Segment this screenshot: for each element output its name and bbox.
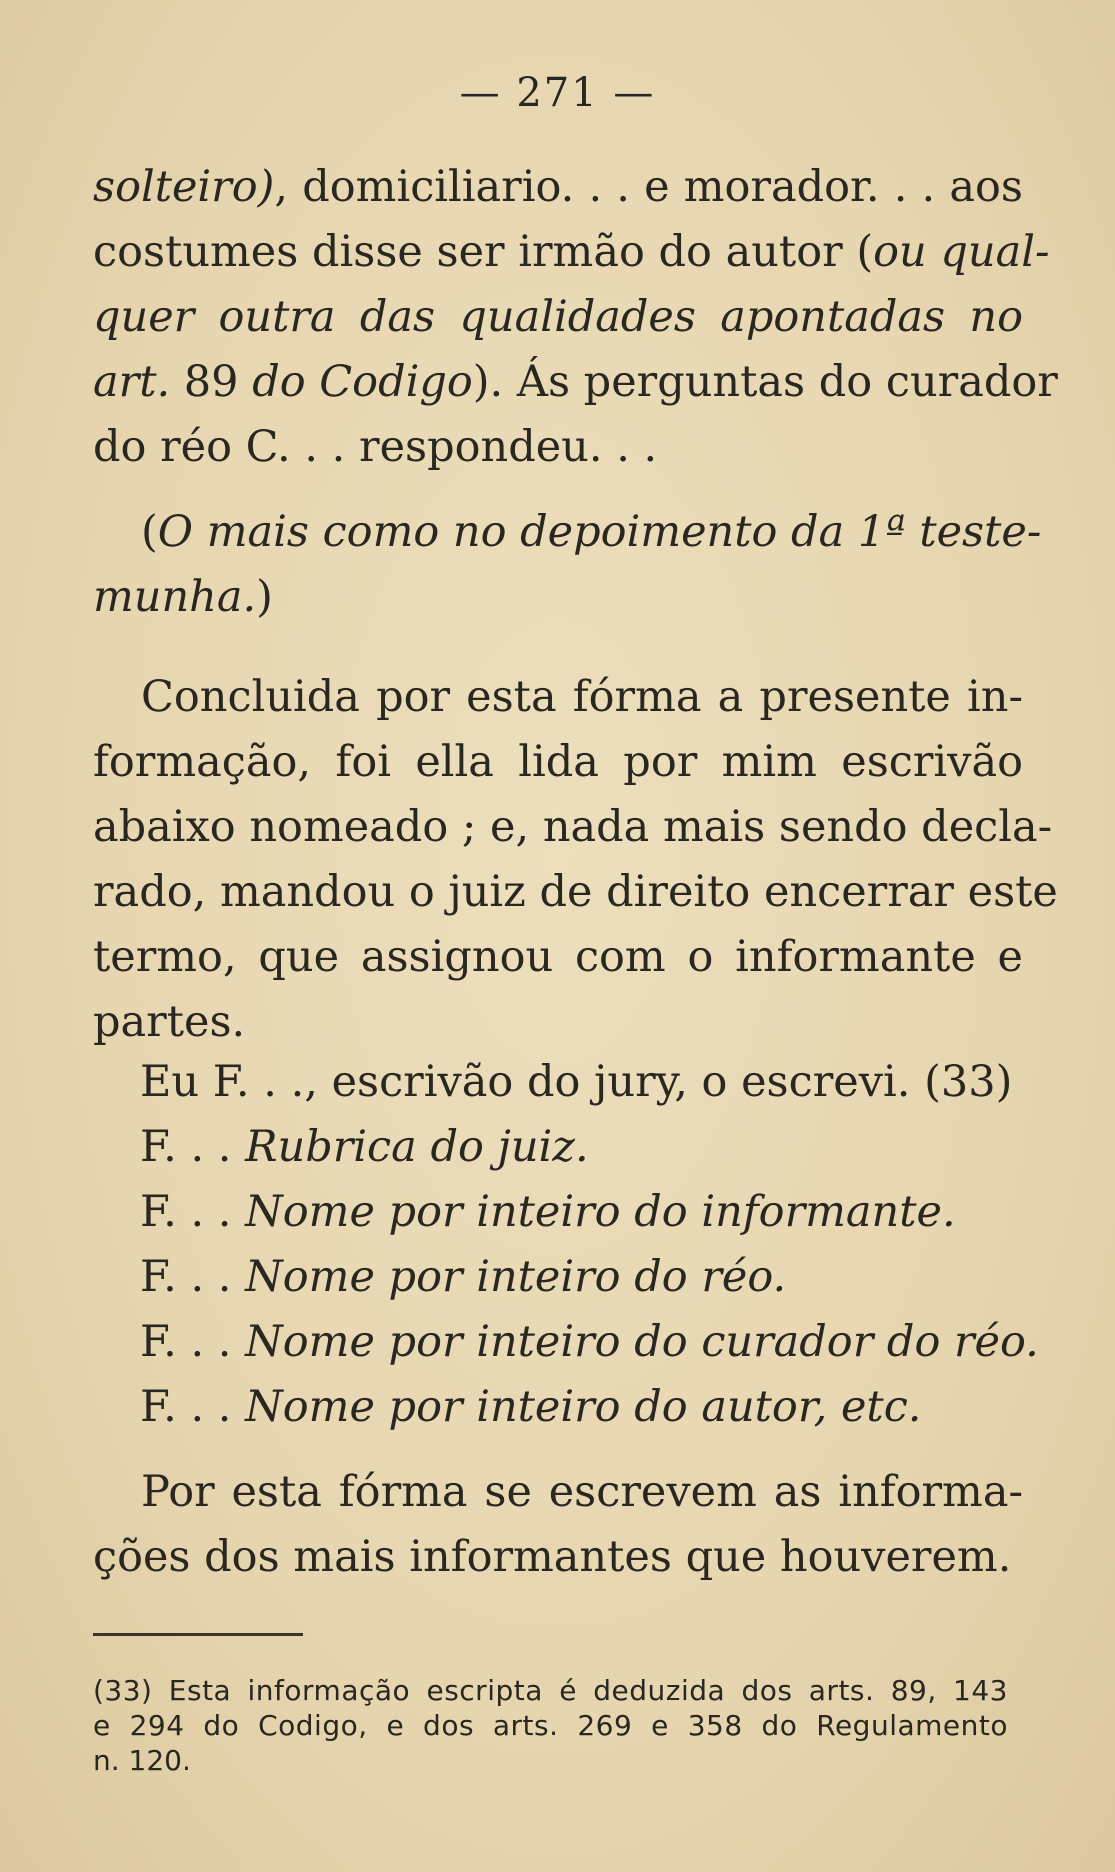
text-line: rado, mandou o juiz de direito encerrar este bbox=[93, 867, 1058, 917]
footnote-line: e 294 do Codigo, e dos arts. 269 e 358 do Regulamento bbox=[93, 1709, 1008, 1742]
footnote-divider bbox=[93, 1633, 303, 1636]
text-span: F. . . bbox=[140, 1252, 246, 1302]
italic-text: munha. bbox=[93, 572, 257, 622]
text-span: ( bbox=[141, 507, 158, 557]
page-number: — 271 — bbox=[459, 70, 656, 116]
text-line bbox=[93, 155, 1023, 220]
text-span: ). Ás perguntas do curador bbox=[472, 357, 1058, 407]
paragraph-closing bbox=[93, 1460, 1023, 1590]
signature-line bbox=[140, 1375, 1020, 1440]
text-line: do réo C. . . respondeu. . . bbox=[93, 422, 658, 472]
footnote-line: (33) Esta informação escripta é deduzida dos arts. 89, 143 bbox=[93, 1674, 1008, 1707]
signature-line bbox=[140, 1310, 1039, 1375]
text-line: quer outra das qualidades apontadas no bbox=[93, 292, 1023, 342]
signature-line bbox=[140, 1115, 1020, 1180]
italic-text: art. bbox=[93, 357, 171, 407]
text-span: ) bbox=[256, 572, 273, 622]
italic-text: O mais como no depoimento da 1ª teste- bbox=[157, 507, 1042, 557]
text-line: ções dos mais informantes que houverem. bbox=[93, 1532, 1012, 1582]
paragraph-witness-statement bbox=[93, 155, 1058, 480]
text-span: costumes disse ser irmão do autor ( bbox=[93, 227, 874, 277]
signature-line bbox=[140, 1180, 1020, 1245]
text-line: abaixo nomeado ; e, nada mais sendo decla- bbox=[93, 802, 1053, 852]
signature-line bbox=[140, 1245, 1020, 1310]
text-span: , domiciliario. . . e morador. . . aos bbox=[274, 162, 1023, 212]
text-line bbox=[93, 350, 1058, 415]
signature-block bbox=[140, 1050, 1039, 1440]
text-span: F. . . bbox=[140, 1317, 246, 1367]
text-span: 89 bbox=[170, 357, 253, 407]
text-span: F. . . bbox=[140, 1382, 246, 1432]
text-line bbox=[93, 500, 1042, 565]
text-line: Concluida por esta fórma a presente in- bbox=[141, 672, 1023, 722]
text-line: termo, que assignou com o informante e bbox=[93, 932, 1023, 982]
italic-text: Nome por inteiro do informante. bbox=[245, 1187, 956, 1237]
text-line: formação, foi ella lida por mim escrivão bbox=[93, 737, 1023, 787]
text-line bbox=[93, 220, 1050, 285]
paragraph-conclusion bbox=[93, 665, 1058, 1055]
text-line: Por esta fórma se escrevem as informa- bbox=[141, 1467, 1023, 1517]
italic-text: Nome por inteiro do autor, etc. bbox=[245, 1382, 922, 1432]
footnote-line: n. 120. bbox=[93, 1744, 191, 1777]
text-span: F. . . bbox=[140, 1187, 246, 1237]
text-line bbox=[93, 565, 1023, 630]
signature-line: Eu F. . ., escrivão do jury, o escrevi. (33) bbox=[140, 1057, 1013, 1107]
italic-text: solteiro) bbox=[93, 162, 275, 212]
italic-text: do Codigo bbox=[252, 357, 473, 407]
footnote bbox=[93, 1673, 1008, 1778]
italic-text: Nome por inteiro do curador do réo. bbox=[245, 1317, 1039, 1367]
italic-text: ou qual- bbox=[873, 227, 1050, 277]
italic-text: Rubrica do juiz. bbox=[245, 1122, 589, 1172]
italic-text: Nome por inteiro do réo. bbox=[245, 1252, 787, 1302]
paragraph-note-testimony bbox=[93, 500, 1042, 630]
text-line: partes. bbox=[93, 997, 246, 1047]
text-span: F. . . bbox=[140, 1122, 246, 1172]
